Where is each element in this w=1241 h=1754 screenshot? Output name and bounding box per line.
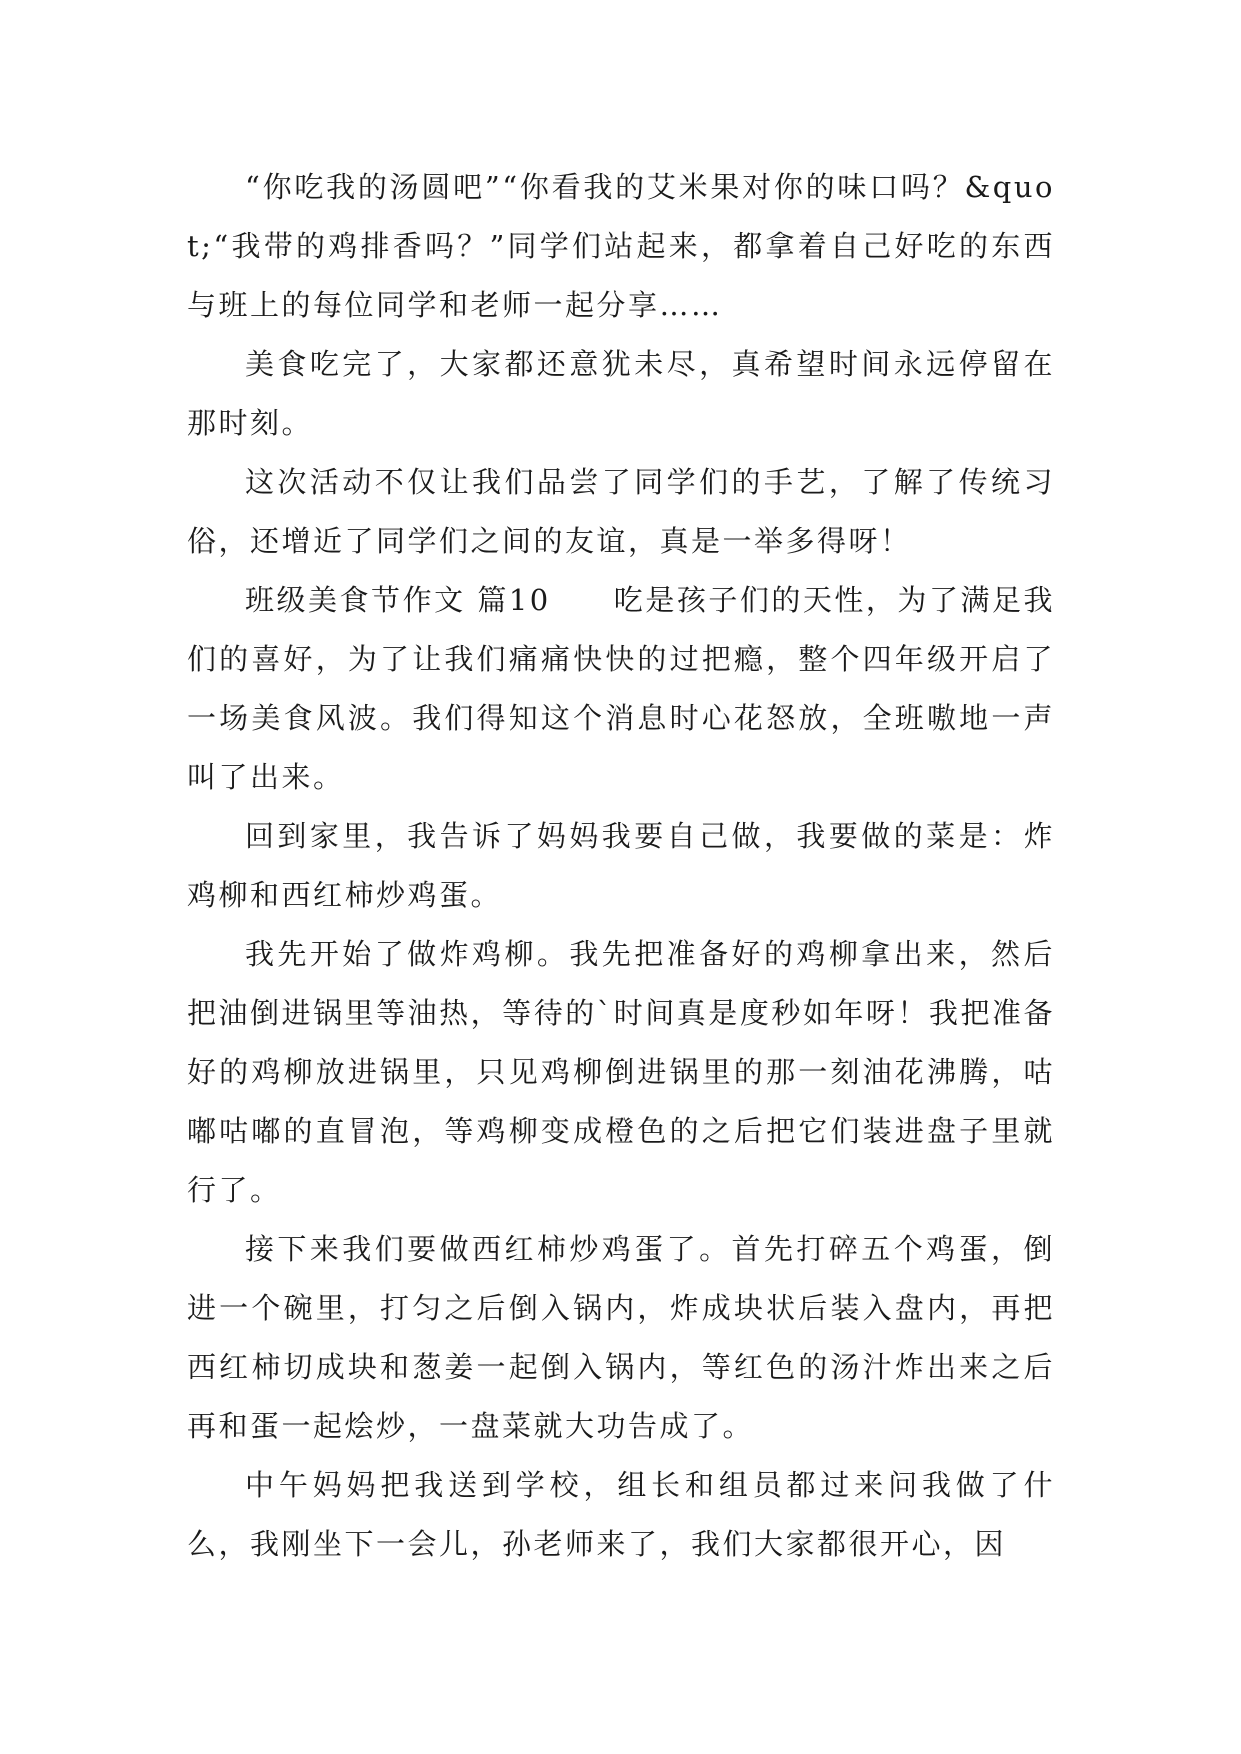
paragraph-8: 中午妈妈把我送到学校，组长和组员都过来问我做了什么，我刚坐下一会儿，孙老师来了，我们大家都很开心，因 <box>187 1468 1055 1561</box>
paragraph-3: 这次活动不仅让我们品尝了同学们的手艺，了解了传统习俗，还增近了同学们之间的友谊，真是一举多得呀！ <box>187 465 1055 558</box>
paragraph-5: 回到家里，我告诉了妈妈我要自己做，我要做的菜是：炸鸡柳和西红柿炒鸡蛋。 <box>187 819 1055 912</box>
paragraph-4: 班级美食节作文 篇10 吃是孩子们的天性，为了满足我们的喜好，为了让我们痛痛快快的过把瘾，整个四年级开启了一场美食风波。我们得知这个消息时心花怒放，全班嗷地一声叫了出来。 <box>187 583 1055 794</box>
paragraph-1: “你吃我的汤圆吧”“你看我的艾米果对你的味口吗？&quot;“我带的鸡排香吗？”同学们站起来，都拿着自己好吃的东西与班上的每位同学和老师一起分享…… <box>187 170 1055 322</box>
paragraph-2: 美食吃完了，大家都还意犹未尽，真希望时间永远停留在那时刻。 <box>187 347 1055 440</box>
paragraph-6: 我先开始了做炸鸡柳。我先把准备好的鸡柳拿出来，然后把油倒进锅里等油热，等待的`时间真是度秒如年呀！我把准备好的鸡柳放进锅里，只见鸡柳倒进锅里的那一刻油花沸腾，咕嘟咕嘟的直冒泡，等鸡柳变成橙色的之后把它们装进盘子里就行了。 <box>187 937 1055 1207</box>
paragraph-7: 接下来我们要做西红柿炒鸡蛋了。首先打碎五个鸡蛋，倒进一个碗里，打匀之后倒入锅内，炸成块状后装入盘内，再把西红柿切成块和葱姜一起倒入锅内，等红色的汤汁炸出来之后再和蛋一起烩炒，一盘菜就大功告成了。 <box>187 1232 1055 1443</box>
document-body <box>187 158 1055 1574</box>
